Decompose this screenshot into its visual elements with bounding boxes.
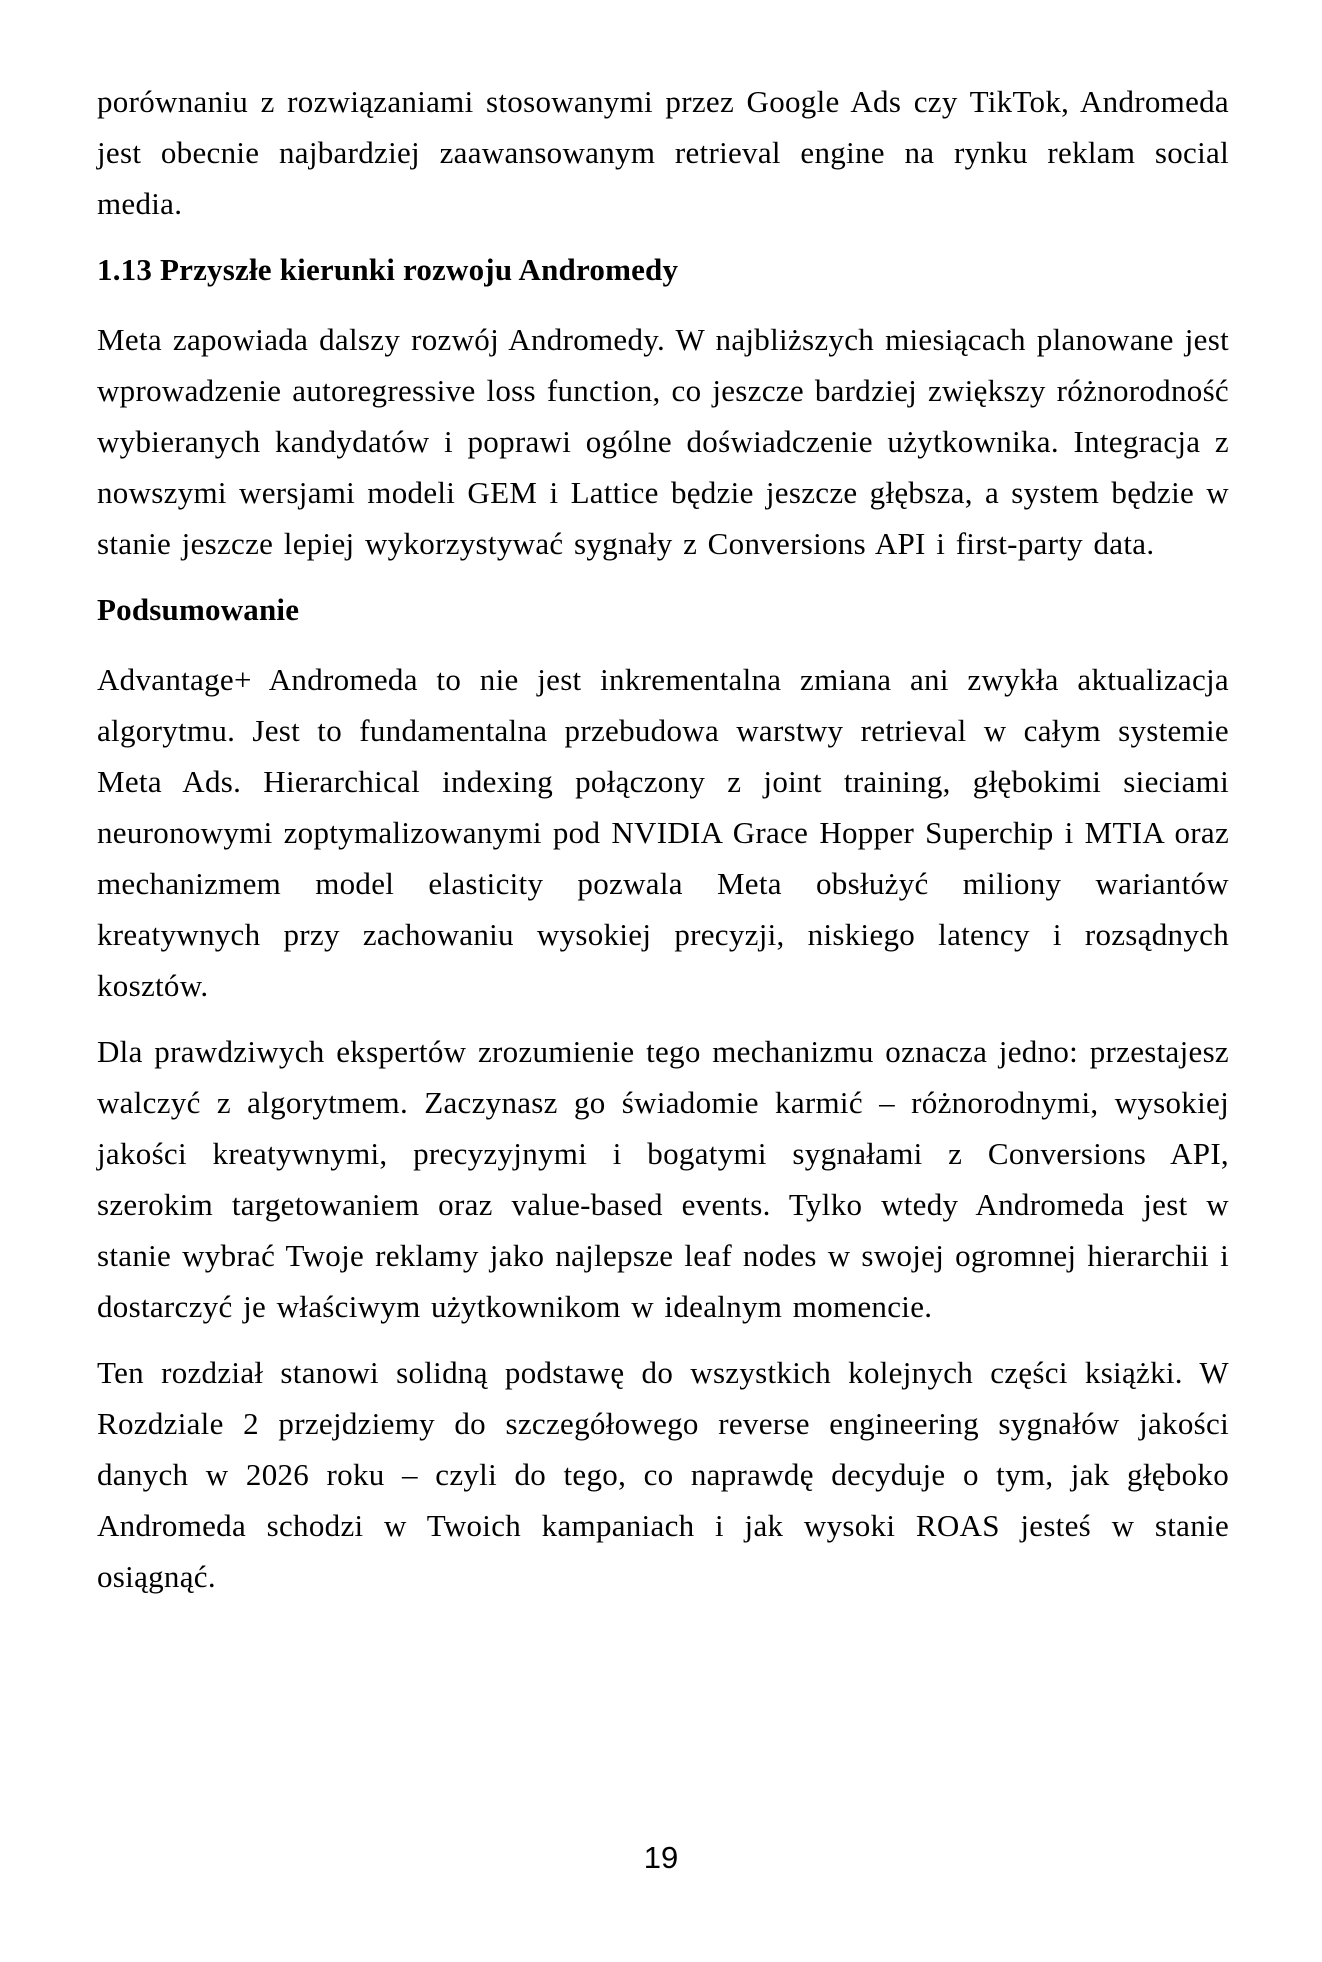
page-body xyxy=(97,76,1229,1617)
page-number: 19 xyxy=(643,1840,679,1875)
section-heading-przyszle-kierunki: 1.13 Przyszłe kierunki rozwoju Andromedy xyxy=(97,252,679,287)
section-heading-podsumowanie: Podsumowanie xyxy=(97,592,300,627)
body-paragraph: Advantage+ Andromeda to nie jest inkrementalna zmiana ani zwykła aktualizacja algorytmu. Jest to fundamentalna przebudowa warstwy retrieval w całym systemie Meta Ads. Hierarchical indexing połączony z joint training, głębokimi sieciami neuronowymi zoptymalizowanymi pod NVIDIA Grace Hopper Superchip i MTIA oraz mechanizmem model elasticity pozwala Meta obsłużyć miliony wariantów kreatywnych przy zachowaniu wysokiej precyzji, niskiego latency i rozsądnych kosztów. xyxy=(97,662,1229,1003)
body-paragraph: Meta zapowiada dalszy rozwój Andromedy. W najbliższych miesiącach planowane jest wprowadzenie autoregressive loss function, co jeszcze bardziej zwiększy różnorodność wybieranych kandydatów i poprawi ogólne doświadczenie użytkownika. Integracja z nowszymi wersjami modeli GEM i Lattice będzie jeszcze głębsza, a system będzie w stanie jeszcze lepiej wykorzystywać sygnały z Conversions API i first-party data. xyxy=(97,322,1229,561)
body-paragraph: Ten rozdział stanowi solidną podstawę do wszystkich kolejnych części książki. W Rozdziale 2 przejdziemy do szczegółowego reverse engineering sygnałów jakości danych w 2026 roku – czyli do tego, co naprawdę decyduje o tym, jak głęboko Andromeda schodzi w Twoich kampaniach i jak wysoki ROAS jesteś w stanie osiągnąć. xyxy=(97,1355,1229,1594)
body-paragraph: porównaniu z rozwiązaniami stosowanymi przez Google Ads czy TikTok, Andromeda jest obecnie najbardziej zaawansowanym retrieval engine na rynku reklam social media. xyxy=(97,84,1229,221)
body-paragraph: Dla prawdziwych ekspertów zrozumienie tego mechanizmu oznacza jedno: przestajesz walczyć z algorytmem. Zaczynasz go świadomie karmić – różnorodnymi, wysokiej jakości kreatywnymi, precyzyjnymi i bogatymi sygnałami z Conversions API, szerokim targetowaniem oraz value-based events. Tylko wtedy Andromeda jest w stanie wybrać Twoje reklamy jako najlepsze leaf nodes w swojej ogromnej hierarchii i dostarczyć je właściwym użytkownikom w idealnym momencie. xyxy=(97,1034,1229,1324)
